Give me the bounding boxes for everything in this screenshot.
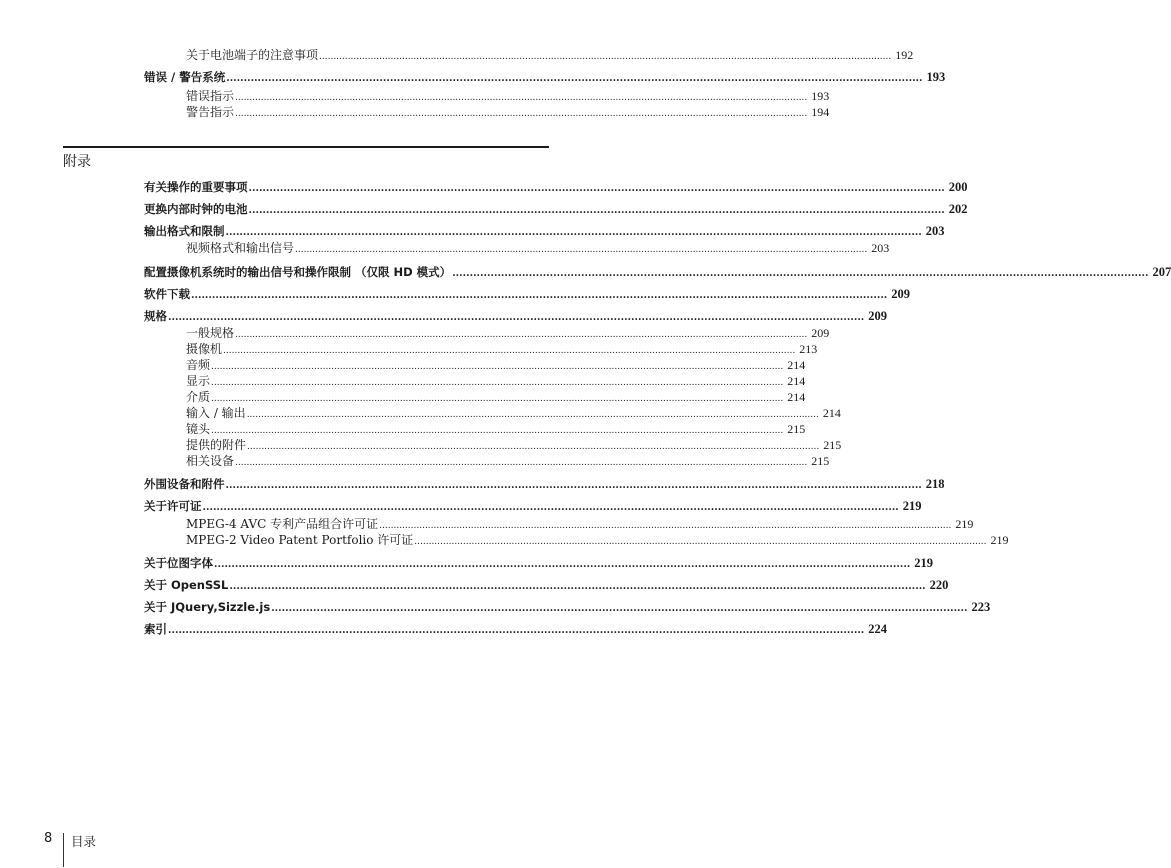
toc-entry-label: 镜头 — [186, 422, 211, 436]
toc-entry[interactable] — [144, 598, 991, 616]
toc-entry-page: 193 — [811, 89, 830, 103]
footer-page-number: 8 — [44, 831, 53, 846]
toc-entry[interactable] — [186, 240, 890, 256]
dot-leader: ........................................................................................................................................................................................................ — [295, 245, 868, 255]
toc-entry[interactable] — [186, 88, 830, 104]
toc-entry-label: 有关操作的重要事项 — [144, 180, 248, 194]
toc-entry-page: 200 — [948, 180, 968, 194]
toc-entry-page: 203 — [925, 224, 945, 238]
toc-entry-page: 219 — [955, 517, 974, 531]
toc-entry-page: 219 — [902, 499, 922, 513]
dot-leader: ........................................................................................................................................................................................................ — [214, 559, 911, 570]
toc-entry-page: 215 — [823, 438, 842, 452]
toc-entry-label: 关于 OpenSSL — [144, 578, 229, 592]
toc-entry-page: 202 — [948, 202, 968, 216]
dot-leader: ........................................................................................................................................................................................................ — [229, 581, 926, 592]
toc-entry-label: 提供的附件 — [186, 438, 247, 452]
toc-entry-page: 209 — [811, 326, 830, 340]
toc-entry-label: 输入 / 输出 — [186, 406, 246, 420]
toc-entry[interactable] — [144, 620, 888, 638]
toc-entry[interactable] — [144, 307, 888, 325]
toc-entry-label: 索引 — [144, 622, 167, 636]
toc-entry-label: 配置摄像机系统时的输出信号和操作限制 （仅限 HD 模式） — [144, 265, 452, 279]
toc-entry-label: 错误 / 警告系统 — [144, 70, 226, 84]
toc-entry-label: 显示 — [186, 374, 211, 388]
toc-entry[interactable] — [144, 554, 934, 572]
toc-entry[interactable] — [186, 47, 914, 63]
section-title: 附录 — [63, 154, 91, 170]
dot-leader: ........................................................................................................................................................................................................ — [211, 394, 784, 404]
dot-leader: ........................................................................................................................................................................................................ — [235, 330, 808, 340]
toc-entry[interactable] — [186, 421, 806, 437]
toc-entry[interactable] — [144, 222, 945, 240]
toc-entry[interactable] — [186, 516, 974, 532]
toc-entry-label: MPEG-4 AVC 专利产品组合许可证 — [186, 517, 379, 531]
dot-leader: ........................................................................................................................................................................................................ — [223, 346, 796, 356]
dot-leader: ........................................................................................................................................................................................................ — [235, 458, 808, 468]
toc-entry[interactable] — [186, 405, 841, 421]
dot-leader: ........................................................................................................................................................................................................ — [247, 442, 820, 452]
toc-entry-label: 警告指示 — [186, 105, 235, 119]
toc-entry-page: 223 — [971, 600, 991, 614]
toc-entry-label: 音频 — [186, 358, 211, 372]
toc-entry-page: 214 — [787, 390, 806, 404]
toc-entry[interactable] — [186, 389, 806, 405]
toc-entry-label: 介质 — [186, 390, 211, 404]
toc-entry-page: 219 — [914, 556, 934, 570]
section-divider — [63, 146, 549, 148]
toc-entry-page: 207 — [1152, 265, 1171, 279]
dot-leader: ........................................................................................................................................................................................................ — [271, 603, 968, 614]
dot-leader: ........................................................................................................................................................................................................ — [235, 109, 808, 119]
toc-entry[interactable] — [186, 453, 830, 469]
toc-entry-label: 关于 JQuery,Sizzle.js — [144, 600, 271, 614]
toc-entry[interactable] — [144, 576, 949, 594]
toc-entry-label: 规格 — [144, 309, 167, 323]
dot-leader: ........................................................................................................................................................................................................ — [168, 312, 865, 323]
toc-entry[interactable] — [144, 68, 946, 86]
dot-leader: ........................................................................................................................................................................................................ — [225, 227, 922, 238]
toc-entry-page: 224 — [868, 622, 888, 636]
dot-leader: ........................................................................................................................................................................................................ — [211, 426, 784, 436]
toc-entry-page: 214 — [822, 406, 841, 420]
toc-entry[interactable] — [144, 200, 968, 218]
dot-leader: ........................................................................................................................................................................................................ — [248, 183, 945, 194]
toc-entry[interactable] — [144, 263, 1171, 281]
toc-entry-page: 203 — [871, 241, 890, 255]
toc-entry[interactable] — [186, 373, 806, 389]
dot-leader: ........................................................................................................................................................................................................ — [379, 521, 952, 531]
footer-divider — [63, 833, 64, 867]
dot-leader: ........................................................................................................................................................................................................ — [202, 502, 899, 513]
toc-entry-page: 192 — [895, 48, 914, 62]
toc-entry-page: 213 — [799, 342, 818, 356]
dot-leader: ........................................................................................................................................................................................................ — [191, 290, 888, 301]
toc-entry-page: 209 — [868, 309, 888, 323]
toc-entry-page: 194 — [811, 105, 830, 119]
toc-entry[interactable] — [186, 341, 818, 357]
toc-entry[interactable] — [144, 178, 968, 196]
toc-entry[interactable] — [186, 532, 1009, 548]
toc-entry[interactable] — [186, 325, 830, 341]
toc-entry-label: 外围设备和附件 — [144, 477, 225, 491]
dot-leader: ........................................................................................................................................................................................................ — [211, 378, 784, 388]
toc-entry-label: 视频格式和输出信号 — [186, 241, 295, 255]
toc-entry-page: 193 — [926, 70, 946, 84]
toc-entry-page: 214 — [787, 374, 806, 388]
toc-entry[interactable] — [144, 497, 922, 515]
dot-leader: ........................................................................................................................................................................................................ — [319, 52, 892, 62]
toc-entry-label: 错误指示 — [186, 89, 235, 103]
dot-leader: ........................................................................................................................................................................................................ — [248, 205, 945, 216]
toc-entry[interactable] — [186, 437, 842, 453]
dot-leader: ........................................................................................................................................................................................................ — [225, 480, 922, 491]
toc-entry-page: 209 — [891, 287, 911, 301]
toc-entry-page: 218 — [925, 477, 945, 491]
dot-leader: ........................................................................................................................................................................................................ — [168, 625, 865, 636]
toc-entry-page: 214 — [787, 358, 806, 372]
toc-entry-label: 关于许可证 — [144, 499, 202, 513]
toc-entry[interactable] — [186, 104, 830, 120]
toc-entry[interactable] — [144, 285, 911, 303]
toc-entry-page: 215 — [811, 454, 830, 468]
toc-entry-page: 219 — [990, 533, 1009, 547]
dot-leader: ........................................................................................................................................................................................................ — [235, 93, 808, 103]
toc-entry-label: MPEG-2 Video Patent Portfolio 许可证 — [186, 533, 414, 547]
toc-entry-page: 220 — [929, 578, 949, 592]
toc-entry[interactable] — [144, 475, 945, 493]
dot-leader: ........................................................................................................................................................................................................ — [211, 362, 784, 372]
toc-entry-label: 软件下载 — [144, 287, 190, 301]
toc-entry-label: 摄像机 — [186, 342, 223, 356]
toc-entry-label: 关于位图字体 — [144, 556, 213, 570]
toc-entry-label: 一般规格 — [186, 326, 235, 340]
dot-leader: ........................................................................................................................................................................................................ — [414, 537, 987, 547]
toc-entry-label: 更换内部时钟的电池 — [144, 202, 248, 216]
dot-leader: ........................................................................................................................................................................................................ — [226, 73, 923, 84]
footer-label: 目录 — [71, 834, 97, 849]
toc-entry-page: 215 — [787, 422, 806, 436]
toc-entry-label: 相关设备 — [186, 454, 235, 468]
dot-leader: ........................................................................................................................................................................................................ — [452, 268, 1149, 279]
toc-entry-label: 关于电池端子的注意事项 — [186, 48, 319, 62]
toc-entry[interactable] — [186, 357, 806, 373]
toc-entry-label: 输出格式和限制 — [144, 224, 225, 238]
dot-leader: ........................................................................................................................................................................................................ — [246, 410, 819, 420]
